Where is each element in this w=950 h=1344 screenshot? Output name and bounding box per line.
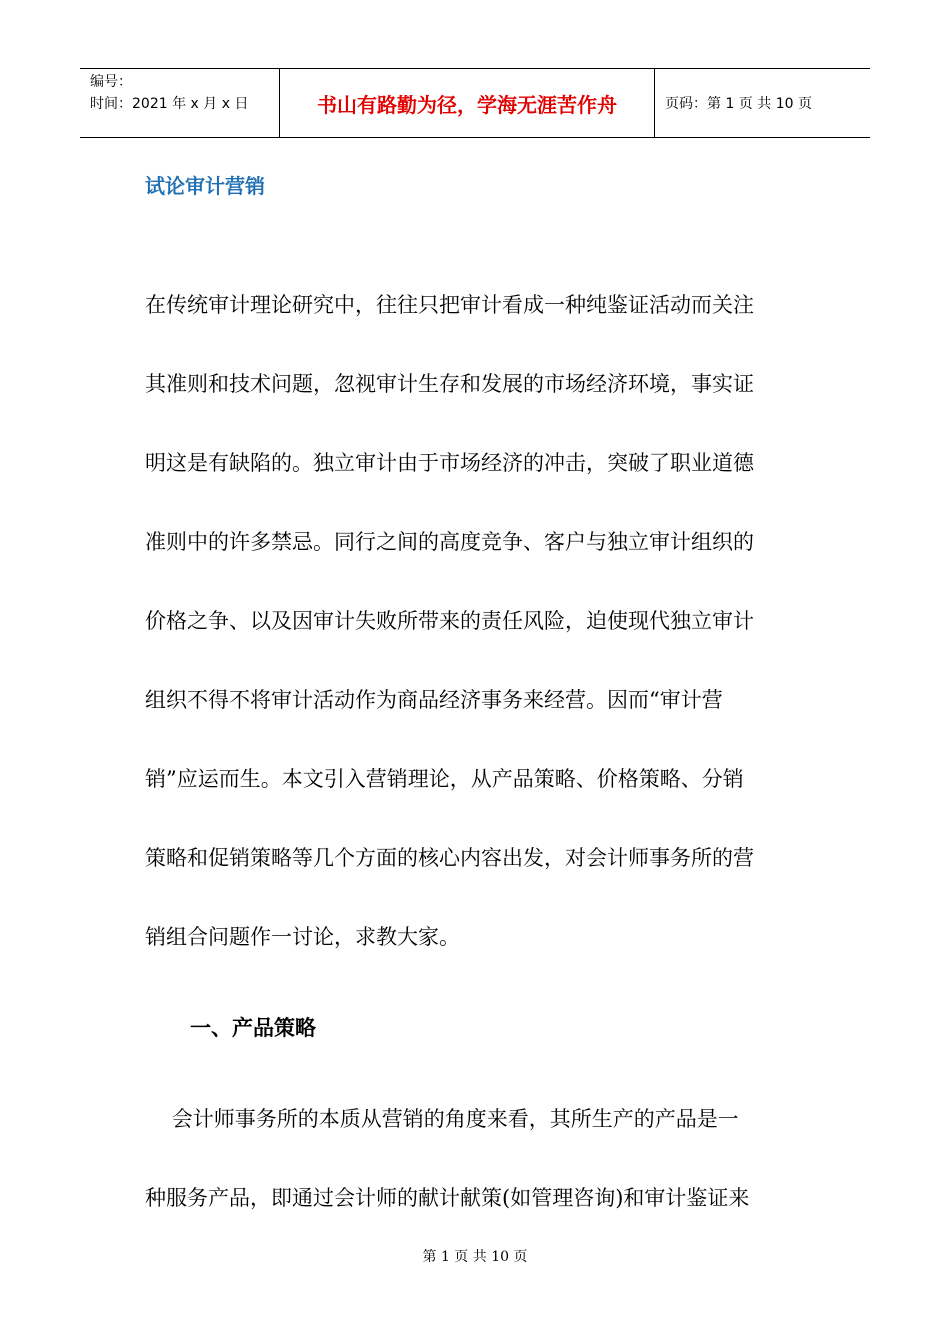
time-label: 时间：2021 年 x 月 x 日	[90, 96, 249, 112]
page-footer: 第 1 页 共 10 页	[422, 1249, 528, 1265]
header-meta-cell	[80, 69, 280, 137]
intro-line: 在传统审计理论研究中，往往只把审计看成一种纯鉴证活动而关注	[145, 293, 754, 317]
document-title: 试论审计营销	[145, 174, 265, 198]
intro-line: 价格之争、以及因审计失败所带来的责任风险，迫使现代独立审计	[145, 609, 754, 633]
page-code-text: 页码：第 1 页 共 10 页	[665, 96, 812, 112]
motto-cell	[280, 69, 655, 137]
number-label: 编号：	[90, 74, 132, 90]
header-table	[80, 68, 870, 138]
page-code-cell	[655, 69, 870, 137]
section-line: 种服务产品，即通过会计师的献计献策(如管理咨询)和审计鉴证来	[145, 1186, 750, 1210]
intro-line: 销组合问题作一讨论，求教大家。	[145, 925, 460, 949]
intro-line: 策略和促销策略等几个方面的核心内容出发，对会计师事务所的营	[145, 846, 754, 870]
intro-line: 销”应运而生。本文引入营销理论，从产品策略、价格策略、分销	[145, 767, 744, 791]
intro-line: 明这是有缺陷的。独立审计由于市场经济的冲击，突破了职业道德	[145, 451, 754, 475]
motto-text: 书山有路勤为径，学海无涯苦作舟	[317, 92, 617, 117]
section-heading: 一、产品策略	[190, 1016, 316, 1040]
section-line: 会计师事务所的本质从营销的角度来看，其所生产的产品是一	[145, 1107, 739, 1131]
intro-line: 其准则和技术问题，忽视审计生存和发展的市场经济环境，事实证	[145, 372, 754, 396]
intro-line: 组织不得不将审计活动作为商品经济事务来经营。因而“审计营	[145, 688, 723, 712]
intro-line: 准则中的许多禁忌。同行之间的高度竞争、客户与独立审计组织的	[145, 530, 754, 554]
